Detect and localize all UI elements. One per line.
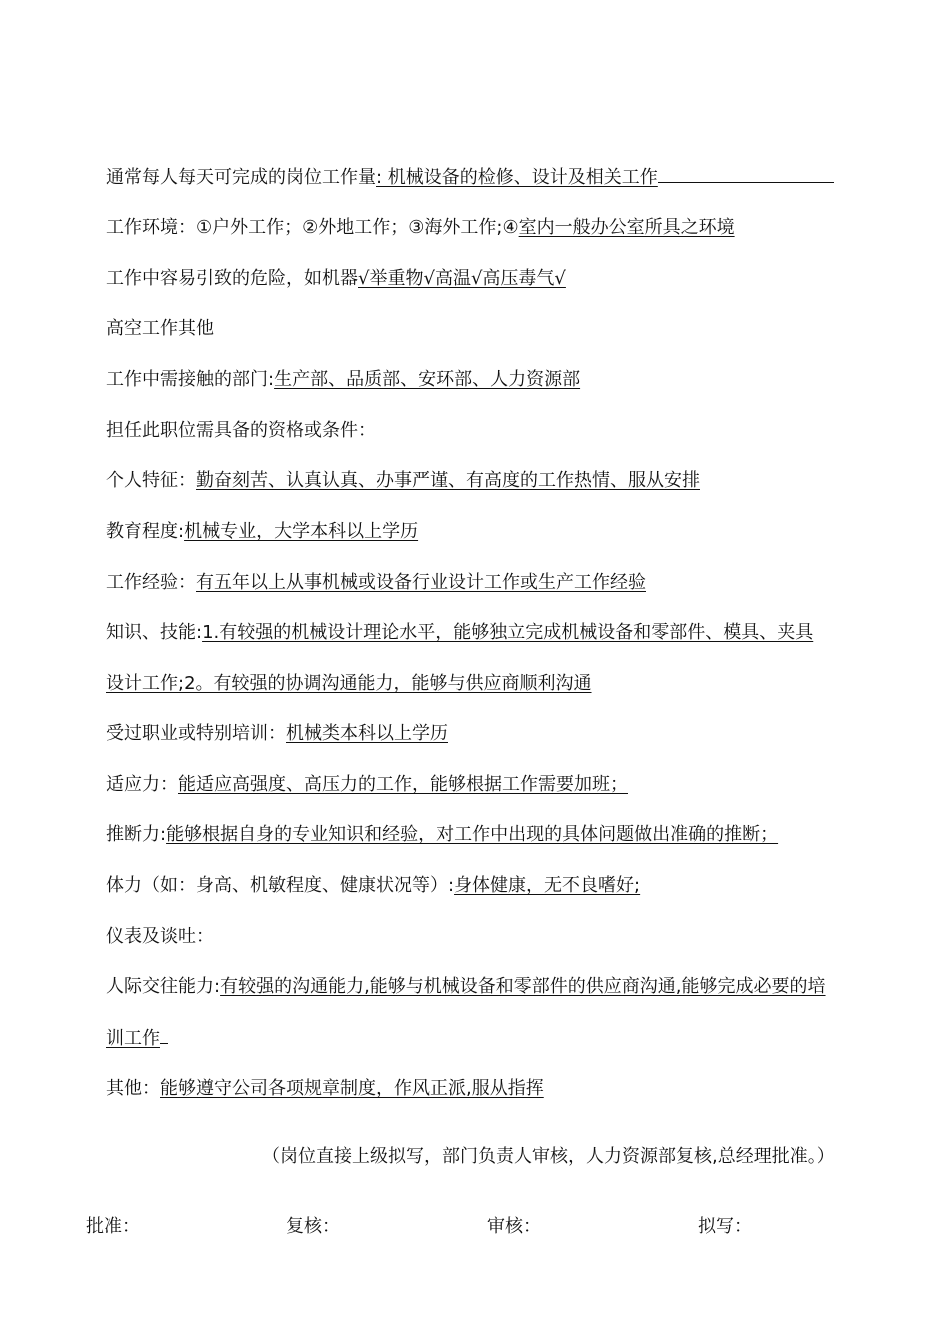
physical-label: 体力（如：身高、机敏程度、健康状况等）: [106, 875, 455, 896]
education-row [106, 519, 418, 545]
hazards-cont-label: 高空工作其他 [106, 318, 214, 339]
judgment-value: 能够根据自身的专业知识和经验，对工作中出现的具体问题做出准确的推断； [166, 824, 779, 845]
experience-label: 工作经验： [106, 572, 196, 593]
training-label: 受过职业或特别培训： [106, 723, 286, 744]
interpersonal-label: 人际交往能力: [106, 976, 221, 997]
physical-row [106, 873, 640, 899]
workload-label: 通常每人每天可完成的岗位工作量 [106, 167, 376, 188]
skills-cont-row [106, 671, 592, 697]
environment-label: 工作环境：①户外工作；②外地工作；③海外工作;④ [106, 217, 519, 238]
workload-row [106, 164, 834, 190]
workload-fill-line [658, 164, 834, 183]
interpersonal-fill-line [160, 1025, 168, 1044]
adaptability-label: 适应力： [106, 774, 178, 795]
interpersonal-value: 有较强的沟通能力,能够与机械设备和零部件的供应商沟通,能够完成必要的培 [220, 976, 826, 997]
judgment-row [106, 822, 778, 848]
physical-value: 身体健康，无不良嗜好; [454, 875, 641, 896]
adaptability-row [106, 772, 628, 798]
skills-row [106, 620, 813, 646]
qualification-row [106, 418, 376, 444]
interpersonal-row [106, 974, 826, 1000]
traits-row [106, 468, 700, 494]
judgment-label: 推断力: [106, 824, 167, 845]
qualification-label: 担任此职位需具备的资格或条件： [106, 420, 376, 441]
hazards-label: 工作中容易引致的危险，如机器 [106, 268, 358, 289]
recheck-signature-label: 复核： [286, 1216, 340, 1237]
skills-value: 1.有较强的机械设计理论水平，能够独立完成机械设备和零部件、模具、夹具 [202, 622, 814, 643]
other-value: 能够遵守公司各项规章制度，作风正派,服从指挥 [160, 1078, 544, 1099]
traits-label: 个人特征： [106, 470, 196, 491]
hazards-row [106, 266, 566, 292]
approve-signature-label: 批准： [86, 1216, 140, 1237]
skills-label: 知识、技能: [106, 622, 203, 643]
approval-note: （岗位直接上级拟写，部门负责人审核，人力资源部复核,总经理批准。） [262, 1146, 835, 1167]
other-label: 其他： [106, 1078, 160, 1099]
interpersonal-cont-value: 训工作 [106, 1028, 160, 1049]
departments-row [106, 367, 580, 393]
appearance-label: 仪表及谈吐： [106, 926, 214, 947]
environment-value: 室内一般办公室所具之环境 [518, 217, 735, 238]
hazards-cont-row [106, 316, 214, 342]
other-row [106, 1076, 544, 1102]
departments-value: 生产部、品质部、安环部、人力资源部 [274, 369, 581, 390]
adaptability-value: 能适应高强度、高压力的工作，能够根据工作需要加班； [178, 774, 628, 795]
education-value: 机械专业，大学本科以上学历 [184, 521, 419, 542]
education-label: 教育程度: [106, 521, 185, 542]
appearance-row [106, 924, 214, 950]
experience-value: 有五年以上从事机械或设备行业设计工作或生产工作经验 [196, 572, 646, 593]
traits-value: 勤奋刻苦、认真认真、办事严谨、有高度的工作热情、服从安排 [196, 470, 700, 491]
training-row [106, 721, 448, 747]
skills-cont-value: 设计工作;2。有较强的协调沟通能力，能够与供应商顺利沟通 [106, 673, 592, 694]
experience-row [106, 570, 646, 596]
review-signature-label: 审核： [487, 1216, 541, 1237]
training-value: 机械类本科以上学历 [286, 723, 448, 744]
hazards-value: √举重物√高温√高压毒气√ [358, 268, 566, 289]
interpersonal-cont-row [106, 1025, 168, 1051]
workload-value: : 机械设备的检修、设计及相关工作 [376, 167, 658, 188]
draft-signature-label: 拟写： [698, 1216, 752, 1237]
departments-label: 工作中需接触的部门: [106, 369, 275, 390]
environment-row [106, 215, 735, 241]
